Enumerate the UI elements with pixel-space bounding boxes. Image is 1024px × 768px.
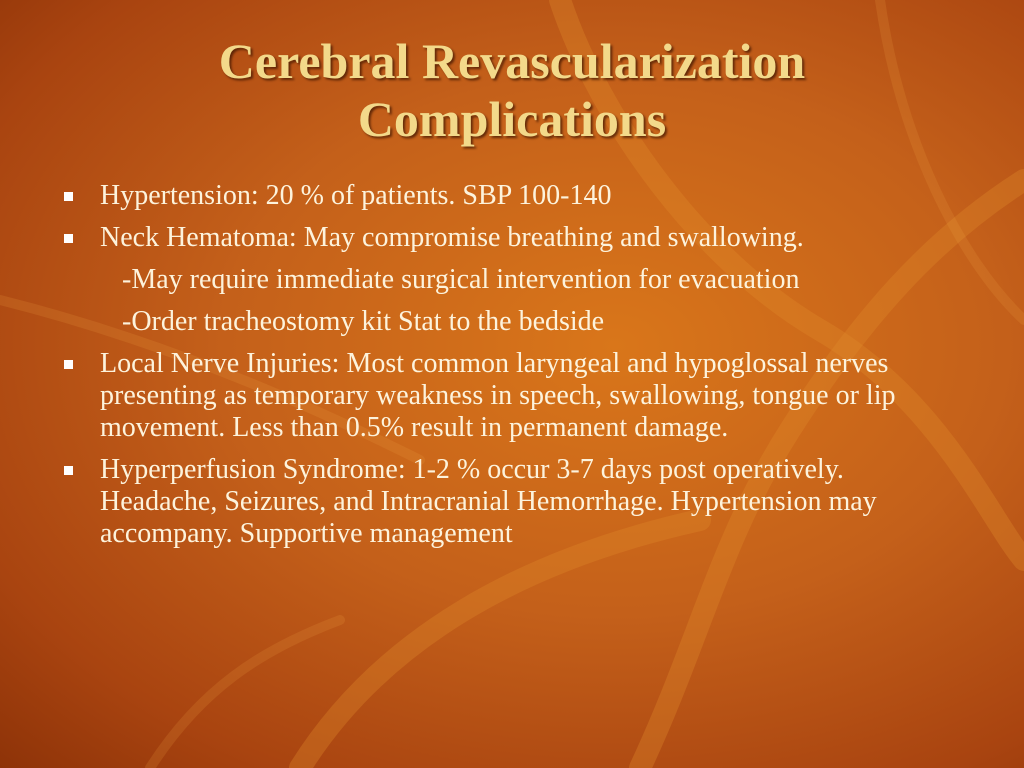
- title-line-2: Complications: [357, 91, 667, 147]
- title-line-1: Cerebral Revascularization: [218, 33, 806, 89]
- square-bullet-icon: [64, 192, 73, 201]
- bullet-list: [60, 180, 960, 560]
- bullet-text: Hyperperfusion Syndrome: 1-2 % occur 3-7 days post operatively. Headache, Seizures, and Intracranial Hemorrhage. Hypertension may accompany. Supportive management: [100, 454, 877, 549]
- bullet-text: Neck Hematoma: May compromise breathing and swallowing.: [100, 222, 804, 253]
- bullet-item: [60, 348, 960, 444]
- slide-title: [40, 32, 984, 148]
- bullet-item: [60, 222, 960, 254]
- square-bullet-icon: [64, 466, 73, 475]
- sub-item: -May require immediate surgical intervention for evacuation: [122, 264, 800, 295]
- bullet-text: Local Nerve Injuries: Most common laryngeal and hypoglossal nerves presenting as temporary weakness in speech, swallowing, tongue or lip movement. Less than 0.5% result in permanent damage.: [100, 348, 896, 443]
- bullet-item: [60, 180, 960, 212]
- square-bullet-icon: [64, 360, 73, 369]
- bullet-item: [60, 454, 960, 550]
- bullet-text: Hypertension: 20 % of patients. SBP 100-140: [100, 180, 612, 211]
- sub-item: -Order tracheostomy kit Stat to the bedside: [122, 306, 605, 337]
- square-bullet-icon: [64, 234, 73, 243]
